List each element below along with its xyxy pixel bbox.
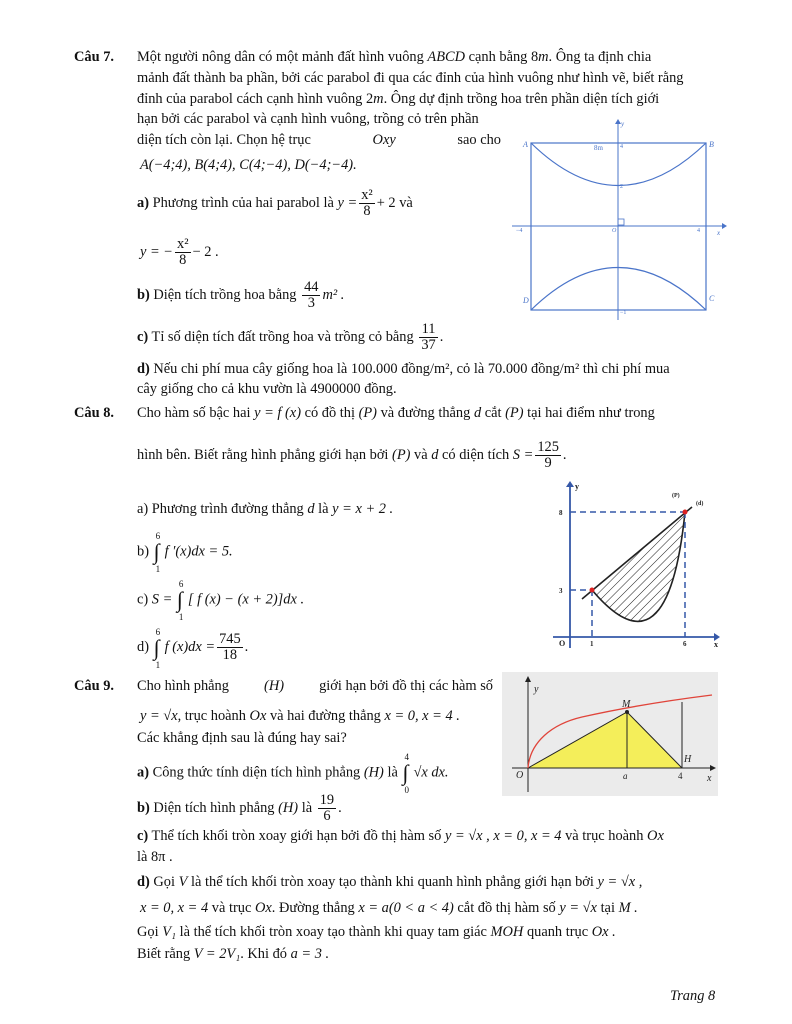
integral-sign: 6 ∫ 1 [153,531,161,574]
label-A: A [523,140,528,149]
label-M: M [622,699,631,710]
q8-option-a: a) Phương trình đường thẳng d là y = x + 2 . [137,501,394,517]
label-a: a [623,771,628,781]
label-2: 2 [620,184,623,190]
label-y: y [575,482,579,491]
label-origin: O [612,228,617,234]
label-8: 8 [559,509,563,517]
intersection-point-2 [683,510,688,515]
q9-option-b: b) Diện tích hình phẳng (H) là $\frac{19}{6}$ . [137,792,342,824]
q9-line2: y = √x, trục hoành Ox và hai đường thẳng x = 0, x = 4 . [140,708,460,724]
label-1: 1 [590,640,594,648]
q7-line4: hạn bởi các parabol và cạnh hình vuông, trồng cỏ trên phần [137,111,479,127]
label-origin: O [516,770,524,781]
x-axis-arrow [722,223,727,229]
q8-option-b: b) 6 ∫ 1 f ′(x)dx = 5. [137,531,233,574]
label-x: x [714,640,718,649]
q7-line1: Một người nông dân có một mảnh đất hình vuông ABCD cạnh bằng 8m. Ông ta định chia [137,49,652,65]
q8-number: Câu 8. [74,405,114,421]
q8-line2: hình bên. Biết rằng hình phẳng giới hạn bởi (P) và d có diện tích S = $\frac{125}{9}$ . [137,439,567,471]
integral-sign: 4 ∫ 0 [402,752,409,795]
label-neg4: −4 [516,228,523,234]
label-4-top: 4 [620,144,623,150]
q9-sqrt-figure [502,672,718,796]
q7-number: Câu 7. [74,49,114,65]
q7-line3: đỉnh của parabol cách cạnh hình vuông 2m. Ông dự định trồng hoa trên phần diện tích giới [137,91,660,107]
q7-option-a-eq2: y = − $\frac{\text{x²}}{8}$ − 2 . [140,236,219,268]
label-B: B [709,140,714,149]
q8-parabola-figure [550,480,722,652]
q7-option-b: b) Diện tích trồng hoa bằng $\frac{44}{3}$ m² . [137,279,345,311]
page-number: Trang 8 [670,988,716,1004]
label-y: y [534,684,539,695]
q9-option-c-line1: c) Thể tích khối tròn xoay giới hạn bởi đồ thị hàm số y = √x , x = 0, x = 4 và trục hoành Ox [137,828,664,844]
q9-option-d-line4: Biết rằng V = 2V₁. Khi đó a = 3 . [137,946,330,962]
label-4: 4 [678,771,683,781]
q7-option-c: c) Tỉ số diện tích đất trồng hoa và trồng cỏ bằng $\frac{11}{37}$ . [137,321,444,353]
q8-line1: Cho hàm số bậc hai y = f (x) có đồ thị (P) và đường thẳng d cắt (P) tại hai điểm như trong [137,405,655,421]
origin-mark [618,219,624,225]
q9-option-d-line1: d) Gọi V là thể tích khối tròn xoay tạo thành khi quanh hình phẳng giới hạn bởi y = √x , [137,874,643,890]
q7-line5: diện tích còn lại. Chọn hệ trục Oxy sao cho [137,132,501,148]
label-neg1: −1 [620,310,627,316]
q7-square-figure [508,118,730,324]
q7-coords: A(−4;4), B(4;4), C(4;−4), D(−4;−4). [140,157,357,173]
label-D: D [523,296,529,305]
label-origin: O [559,639,566,648]
q9-option-a: a) Công thức tính diện tích hình phẳng (H) là 4 ∫ 0 √x dx. [137,752,449,795]
y-axis-arrow [566,481,574,487]
label-x: x [707,773,712,784]
q8-option-d: d) 6 ∫ 1 f (x)dx = $\frac{745}{18}$ . [137,626,249,670]
q9-line1: Cho hình phẳng (H) giới hạn bởi đồ thị các hàm số [137,678,493,694]
label-d: (d) [696,501,704,507]
label-3: 3 [559,587,563,595]
label-H: H [684,754,692,765]
q8-option-c: c) S = 6 ∫ 1 [ f (x) − (x + 2)]dx . [137,579,305,622]
integral-sign: 6 ∫ 1 [176,579,184,622]
q9-number: Câu 9. [74,678,114,694]
q7-line2: mảnh đất thành ba phần, bởi các parabol đi qua các đỉnh của hình vuông như hình vẽ, biết rằng [137,70,684,86]
q9-option-d-line3: Gọi V₁ là thể tích khối tròn xoay tạo thành khi quay tam giác MOH quanh trục Ox . [137,924,616,940]
q9-line3: Các khẳng định sau là đúng hay sai? [137,730,347,746]
q7-option-a: a) Phương trình của hai parabol là y = $\frac{\text{x²}}{8}$ + 2 và [137,187,413,219]
q9-option-d-line2: x = 0, x = 4 và trục Ox. Đường thẳng x = a(0 < a < 4) cắt đồ thị hàm số y = √x tại M . [140,900,638,916]
label-4-x: 4 [697,228,700,234]
integral-sign: 6 ∫ 1 [153,626,161,670]
point-M [625,710,629,714]
label-C: C [709,294,715,303]
q7-option-d-line1: d) Nếu chi phí mua cây giống hoa là 100.000 đồng/m², cỏ là 70.000 đồng/m² thì chi phí mua [137,361,670,377]
label-P: (P) [672,493,680,499]
label-8m: 8m [594,144,603,152]
label-6: 6 [683,640,687,648]
label-x: x [717,229,721,237]
q7-option-d-line2: cây giống cho cả khu vườn là 4900000 đồng. [137,381,397,397]
label-y: y [621,120,625,128]
intersection-point-1 [590,588,595,593]
q9-option-c-line2: là 8π . [137,849,173,865]
